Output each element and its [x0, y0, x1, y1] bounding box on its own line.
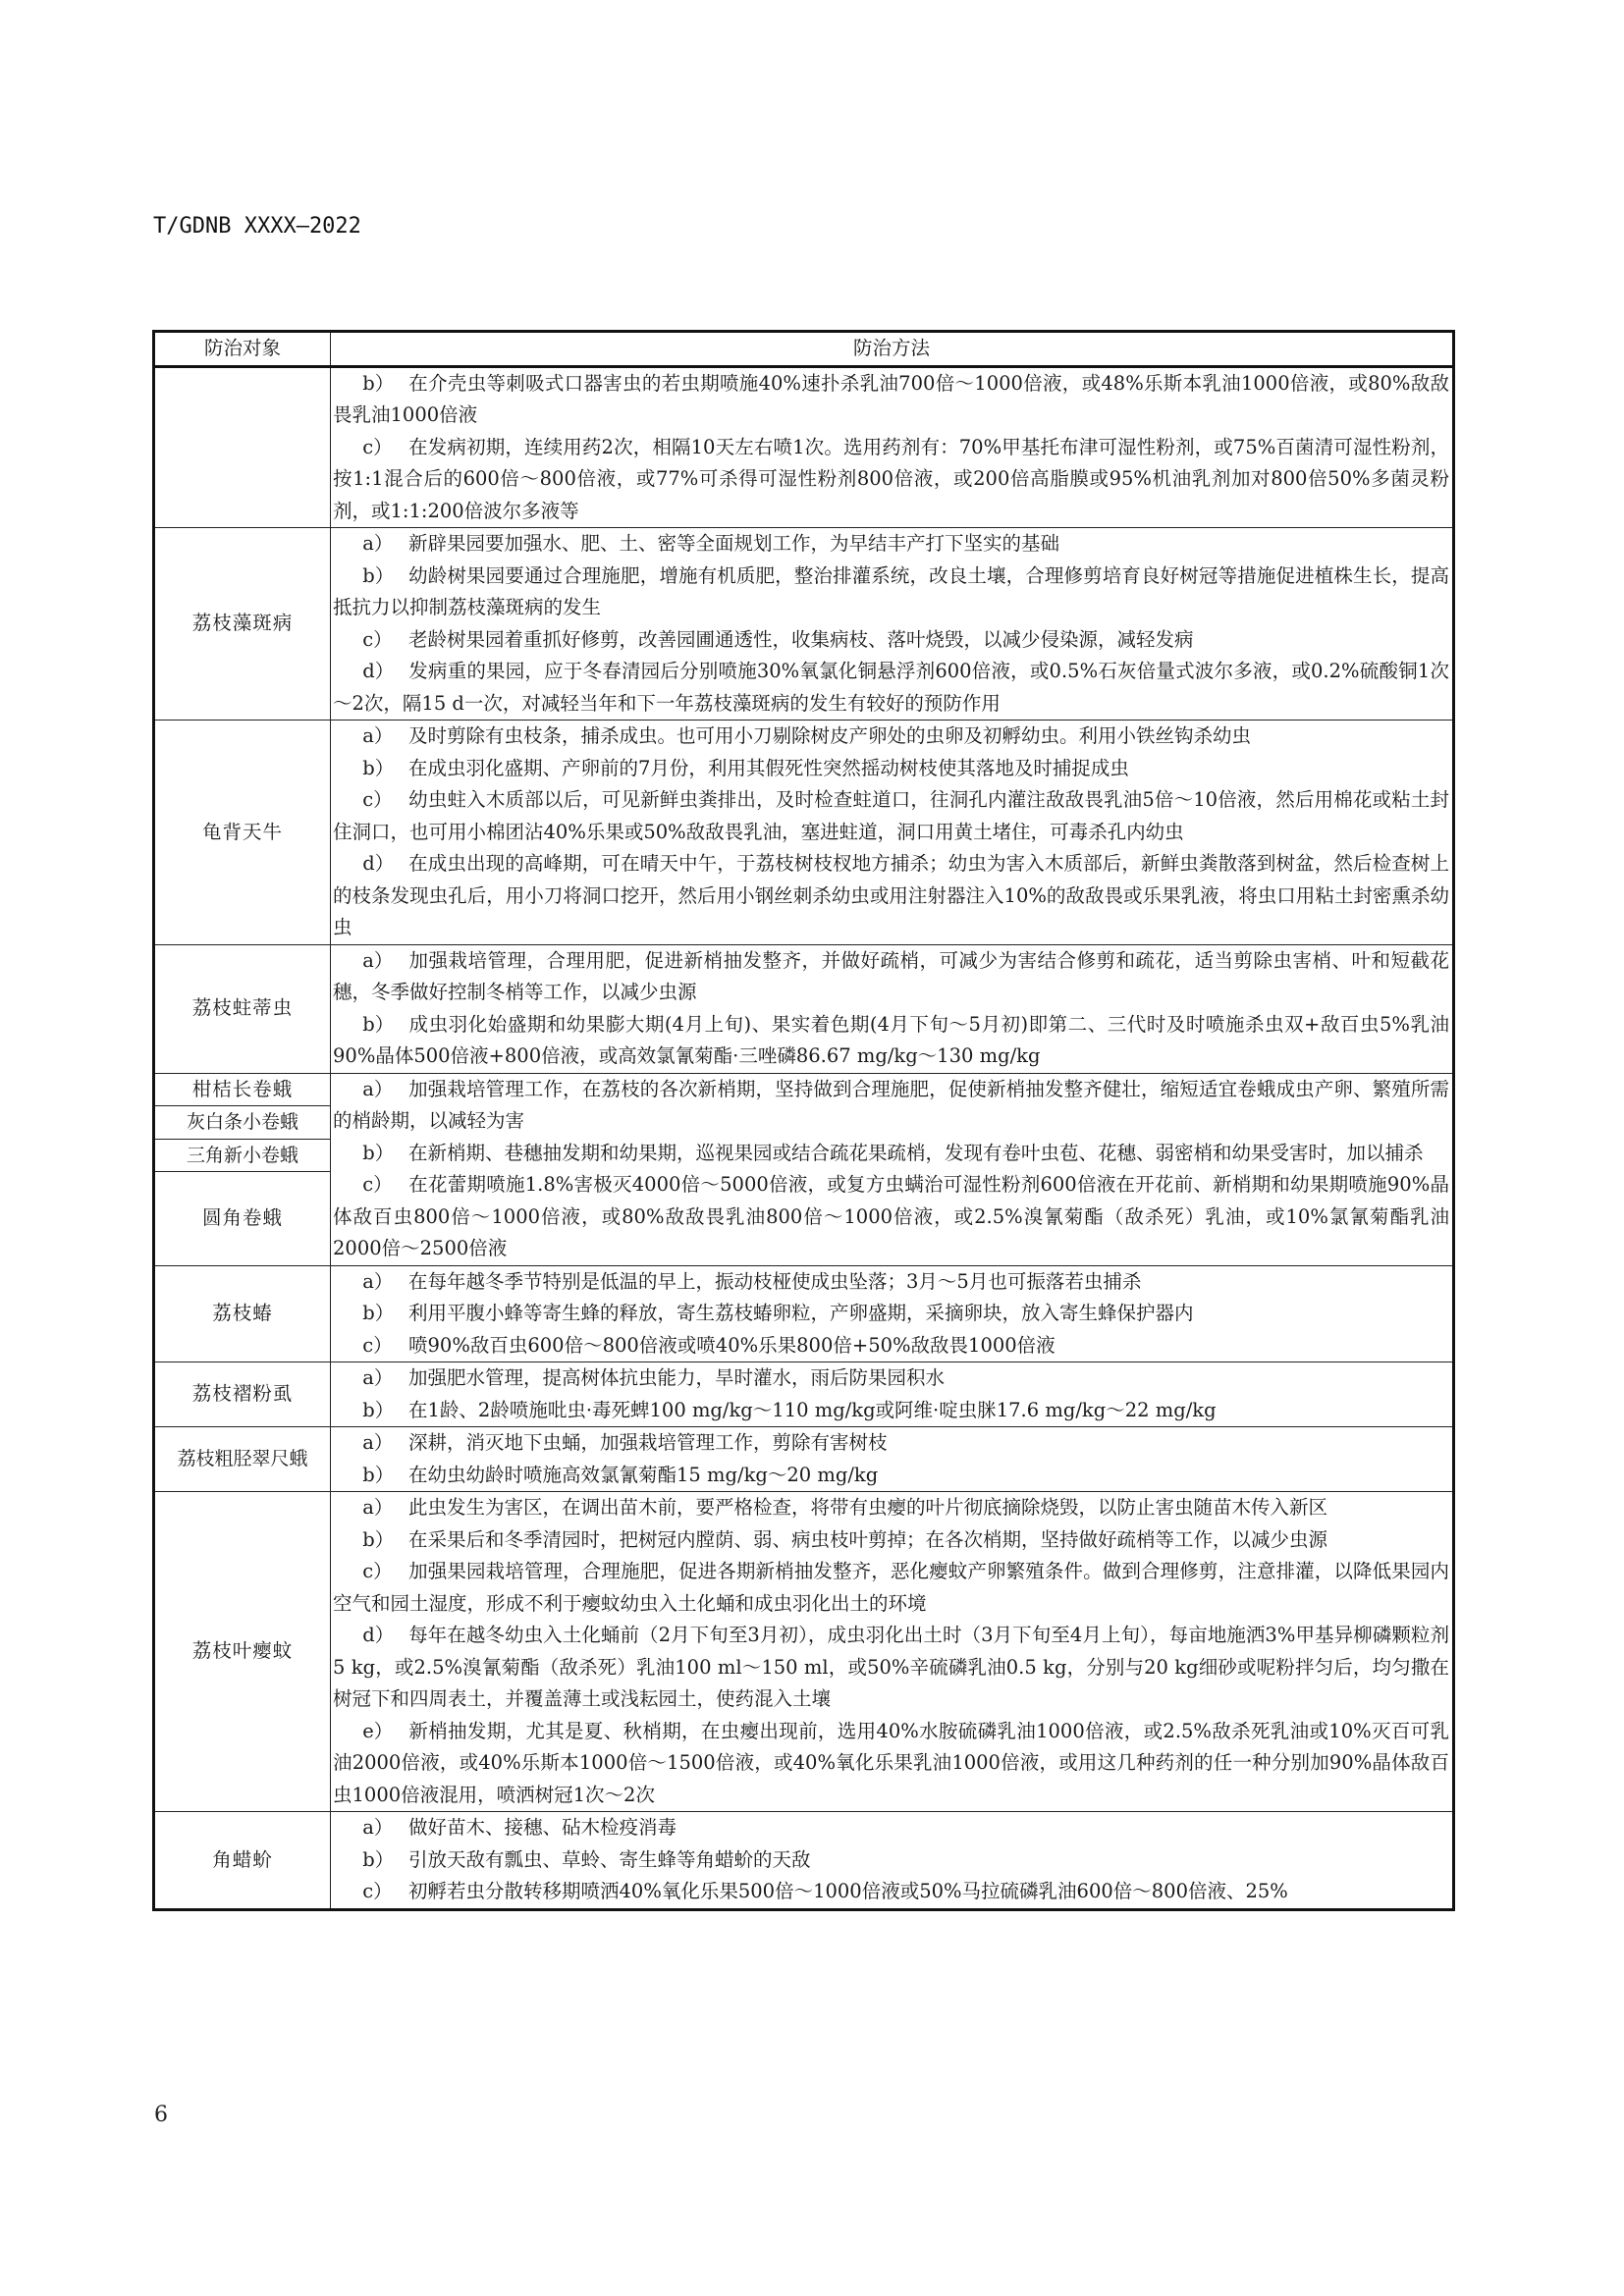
method-text: 在幼虫幼龄时喷施高效氯氰菊酯15 mg/kg～20 mg/kg	[408, 1463, 879, 1486]
table-row	[154, 1427, 1454, 1492]
method-label: b）	[362, 371, 395, 395]
method-text: 及时剪除有虫枝条，捕杀成虫。也可用小刀剔除树皮产卵处的虫卵及初孵幼虫。利用小铁丝钩杀幼虫	[408, 724, 1252, 747]
method-item	[333, 624, 1449, 657]
method-label: b）	[362, 1012, 395, 1036]
method-item	[333, 721, 1449, 753]
control-methods	[331, 1812, 1454, 1910]
method-item	[333, 1492, 1449, 1524]
pest-target: 荔枝粗胫翠尺蛾	[154, 1427, 331, 1492]
method-item	[333, 1620, 1449, 1716]
method-item	[333, 1330, 1449, 1362]
method-label: b）	[362, 1141, 395, 1164]
method-text: 在新梢期、巷穗抽发期和幼果期，巡视果园或结合疏花果疏梢，发现有卷叶虫苞、花穗、弱密梢和幼果受害时，加以捕杀	[408, 1141, 1424, 1164]
method-text: 新辟果园要加强水、肥、土、密等全面规划工作，为早结丰产打下坚实的基础	[408, 532, 1060, 555]
method-label: c）	[362, 435, 393, 458]
method-text: 幼龄树果园要通过合理施肥，增施有机质肥，整治排灌系统，改良土壤，合理修剪培育良好树冠等措施促进植株生长，提高抵抗力以抑制荔枝藻斑病的发生	[333, 563, 1449, 618]
pest-target: 荔枝藻斑病	[154, 528, 331, 721]
method-item	[333, 1460, 1449, 1492]
control-methods	[331, 1073, 1454, 1265]
table-row	[154, 1362, 1454, 1427]
method-label: b）	[362, 756, 395, 779]
method-label: b）	[362, 1398, 395, 1421]
method-item	[333, 1169, 1449, 1265]
method-item	[333, 945, 1449, 1009]
method-text: 幼虫蛀入木质部以后，可见新鲜虫粪排出，及时检查蛀道口，往洞孔内灌注敌敌畏乳油5倍～10倍液，然后用棉花或粘土封住洞口，也可用小棉团沾40%乐果或50%敌敌畏乳油，塞进蛀道，洞口用黄土堵住，可毒杀孔内幼虫	[333, 788, 1449, 843]
method-label: a）	[362, 1366, 394, 1389]
method-text: 在发病初期，连续用药2次，相隔10天左右喷1次。选用药剂有：70%甲基托布津可湿性粉剂，或75%百菌清可湿性粉剂，按1:1混合后的600倍～800倍液，或77%可杀得可湿性粉剂800倍液，或200倍高脂膜或95%机油乳剂加对800倍50%多菌灵粉剂，或1:1:200倍波尔多液等	[333, 435, 1449, 522]
method-item	[333, 656, 1449, 720]
control-methods	[331, 721, 1454, 945]
pest-target: 圆角卷蛾	[154, 1172, 331, 1266]
method-label: b）	[362, 1463, 395, 1486]
pest-target: 荔枝蛀蒂虫	[154, 944, 331, 1073]
method-text: 在每年越冬季节特别是低温的早上，振动枝桠使成虫坠落；3月～5月也可振落若虫捕杀	[408, 1269, 1142, 1293]
table-row	[154, 721, 1454, 945]
pest-control-table	[152, 330, 1455, 1911]
method-label: c）	[362, 1560, 393, 1582]
method-item	[333, 1138, 1449, 1170]
method-label: d）	[362, 660, 395, 682]
method-text: 喷90%敌百虫600倍～800倍液或喷40%乐果800倍+50%敌敌畏1000倍液	[408, 1333, 1056, 1357]
pest-target: 三角新小卷蛾	[154, 1139, 331, 1172]
control-methods	[331, 528, 1454, 721]
table-row	[154, 1492, 1454, 1812]
method-label: a）	[362, 532, 394, 555]
method-label: a）	[362, 1496, 394, 1519]
column-header-target: 防治对象	[154, 332, 331, 367]
control-methods	[331, 944, 1454, 1073]
method-text: 加强果园栽培管理，合理施肥，促进各期新梢抽发整齐，恶化瘿蚊产卵繁殖条件。做到合理修剪，注意排灌，以降低果园内空气和园土湿度，形成不利于瘿蚊幼虫入土化蛹和成虫羽化出土的环境	[333, 1560, 1449, 1615]
method-item	[333, 753, 1449, 785]
pest-target: 灰白条小卷蛾	[154, 1106, 331, 1140]
method-item	[333, 1716, 1449, 1812]
method-text: 每年在越冬幼虫入土化蛹前（2月下旬至3月初），成虫羽化出土时（3月下旬至4月上旬），每亩地施洒3%甲基异柳磷颗粒剂5 kg，或2.5%溴氰菊酯（敌杀死）乳油100 ml～150 ml，或50%辛硫磷乳油0.5 kg，分别与20 kg细砂或呢粉拌匀后，均匀撒在树冠下和四周表土，并覆盖薄土或浅耘园土，使药混入土壤	[333, 1624, 1449, 1710]
method-text: 在采果后和冬季清园时，把树冠内膛荫、弱、病虫枝叶剪掉；在各次梢期，坚持做好疏梢等工作，以减少虫源	[408, 1527, 1328, 1551]
method-label: a）	[362, 1431, 394, 1454]
method-text: 在1龄、2龄喷施吡虫·毒死蜱100 mg/kg～110 mg/kg或阿维·啶虫脒17.6 mg/kg～22 mg/kg	[408, 1398, 1217, 1421]
method-item	[333, 1556, 1449, 1620]
control-methods	[331, 366, 1454, 528]
pest-target	[154, 366, 331, 528]
method-item	[333, 1074, 1449, 1138]
method-item	[333, 1009, 1449, 1073]
pest-target: 龟背天牛	[154, 721, 331, 945]
method-label: a）	[362, 1077, 394, 1100]
method-label: a）	[362, 948, 394, 972]
method-label: c）	[362, 627, 393, 651]
method-label: d）	[362, 1624, 395, 1646]
pest-target: 角蜡蚧	[154, 1812, 331, 1910]
document-code: T/GDNB XXXX—2022	[153, 214, 361, 239]
method-item	[333, 528, 1449, 561]
control-methods	[331, 1362, 1454, 1427]
method-item	[333, 848, 1449, 944]
method-text: 引放天敌有瓢虫、草蛉、寄生蜂等角蜡蚧的天敌	[408, 1847, 811, 1871]
method-item	[333, 1876, 1449, 1908]
method-text: 发病重的果园，应于冬春清园后分别喷施30%氧氯化铜悬浮剂600倍液，或0.5%石灰倍量式波尔多液，或0.2%硫酸铜1次～2次，隔15 d一次，对减轻当年和下一年荔枝藻斑病的发生有较好的预防作用	[333, 660, 1449, 715]
method-item	[333, 1298, 1449, 1330]
table-row	[154, 1265, 1454, 1362]
method-item	[333, 432, 1449, 528]
method-item	[333, 1844, 1449, 1877]
method-label: a）	[362, 724, 394, 747]
method-label: c）	[362, 1173, 393, 1196]
method-label: d）	[362, 852, 395, 875]
method-label: b）	[362, 1847, 395, 1871]
table-row	[154, 944, 1454, 1073]
method-label: b）	[362, 1302, 395, 1324]
column-header-methods: 防治方法	[331, 332, 1454, 367]
control-methods	[331, 1265, 1454, 1362]
pest-target: 荔枝褶粉虱	[154, 1362, 331, 1427]
method-label: b）	[362, 563, 395, 587]
method-item	[333, 784, 1449, 848]
control-methods	[331, 1492, 1454, 1812]
method-item	[333, 561, 1449, 624]
method-text: 在介壳虫等刺吸式口器害虫的若虫期喷施40%速扑杀乳油700倍～1000倍液，或48%乐斯本乳油1000倍液，或80%敌敌畏乳油1000倍液	[333, 371, 1449, 426]
pest-target: 荔枝蝽	[154, 1265, 331, 1362]
method-label: c）	[362, 1333, 393, 1357]
method-text: 成虫羽化始盛期和幼果膨大期(4月上旬)、果实着色期(4月下旬～5月初)即第二、三代时及时喷施杀虫双+敌百虫5%乳油90%晶体500倍液+800倍液，或高效氯氰菊酯·三唑磷86.67 mg/kg～130 mg/kg	[333, 1012, 1449, 1067]
table-row	[154, 528, 1454, 721]
method-label: a）	[362, 1269, 394, 1293]
method-item	[333, 1362, 1449, 1395]
method-text: 新梢抽发期，尤其是夏、秋梢期，在虫瘿出现前，选用40%水胺硫磷乳油1000倍液，或2.5%敌杀死乳油或10%灭百可乳油2000倍液，或40%乐斯本1000倍～1500倍液，或40%氧化乐果乳油1000倍液，或用这几种药剂的任一种分别加90%晶体敌百虫1000倍液混用，喷洒树冠1次～2次	[333, 1719, 1449, 1806]
method-label: e）	[362, 1719, 394, 1742]
method-item	[333, 1524, 1449, 1557]
method-label: c）	[362, 1880, 393, 1902]
pest-target: 荔枝叶瘿蚊	[154, 1492, 331, 1812]
method-text: 老龄树果园着重抓好修剪，改善园圃通透性，收集病枝、落叶烧毁，以减少侵染源，减轻发病	[408, 627, 1194, 651]
method-item	[333, 1427, 1449, 1460]
method-text: 做好苗木、接穗、砧木检疫消毒	[408, 1816, 677, 1839]
control-methods	[331, 1427, 1454, 1492]
page-number: 6	[154, 2103, 168, 2127]
table-row	[154, 366, 1454, 528]
method-text: 利用平腹小蜂等寄生蜂的释放，寄生荔枝蝽卵粒，产卵盛期，采摘卵块，放入寄生蜂保护器内	[408, 1302, 1194, 1324]
method-text: 在成虫羽化盛期、产卵前的7月份，利用其假死性突然摇动树枝使其落地及时捕捉成虫	[408, 756, 1129, 779]
method-item	[333, 1812, 1449, 1844]
method-item	[333, 1266, 1449, 1299]
method-text: 加强栽培管理，合理用肥，促进新梢抽发整齐，并做好疏梢，可减少为害结合修剪和疏花，适当剪除虫害梢、叶和短截花穗，冬季做好控制冬梢等工作，以减少虫源	[333, 948, 1449, 1003]
table-row	[154, 1812, 1454, 1910]
method-item	[333, 368, 1449, 432]
method-text: 加强栽培管理工作，在荔枝的各次新梢期，坚持做到合理施肥，促使新梢抽发整齐健壮，缩短适宜卷蛾成虫产卵、繁殖所需的梢龄期，以减轻为害	[333, 1077, 1449, 1132]
method-label: b）	[362, 1527, 395, 1551]
method-label: c）	[362, 788, 393, 811]
method-text: 加强肥水管理，提高树体抗虫能力，旱时灌水，雨后防果园积水	[408, 1366, 946, 1389]
method-label: a）	[362, 1816, 394, 1839]
method-item	[333, 1395, 1449, 1427]
pest-target: 柑桔长卷蛾	[154, 1073, 331, 1106]
method-text: 初孵若虫分散转移期喷洒40%氧化乐果500倍～1000倍液或50%马拉硫磷乳油600倍～800倍液、25%	[408, 1880, 1288, 1902]
method-text: 此虫发生为害区，在调出苗木前，要严格检查，将带有虫瘿的叶片彻底摘除烧毁，以防止害虫随苗木传入新区	[408, 1496, 1328, 1519]
table-header-row	[154, 332, 1454, 367]
method-text: 深耕，消灭地下虫蛹，加强栽培管理工作，剪除有害树枝	[408, 1431, 888, 1454]
method-text: 在花蕾期喷施1.8%害极灭4000倍～5000倍液，或复方虫螨治可湿性粉剂600倍液在开花前、新梢期和幼果期喷施90%晶体敌百虫800倍～1000倍液，或80%敌敌畏乳油800倍～1000倍液，或2.5%溴氰菊酯（敌杀死）乳油，或10%氯氰菊酯乳油2000倍～2500倍液	[333, 1173, 1449, 1259]
method-text: 在成虫出现的高峰期，可在晴天中午，于荔枝树枝杈地方捕杀；幼虫为害入木质部后，新鲜虫粪散落到树盆，然后检查树上的枝条发现虫孔后，用小刀将洞口挖开，然后用小钢丝刺杀幼虫或用注射器注入10%的敌敌畏或乐果乳液，将虫口用粘土封密熏杀幼虫	[333, 852, 1449, 938]
table-row	[154, 1073, 1454, 1106]
